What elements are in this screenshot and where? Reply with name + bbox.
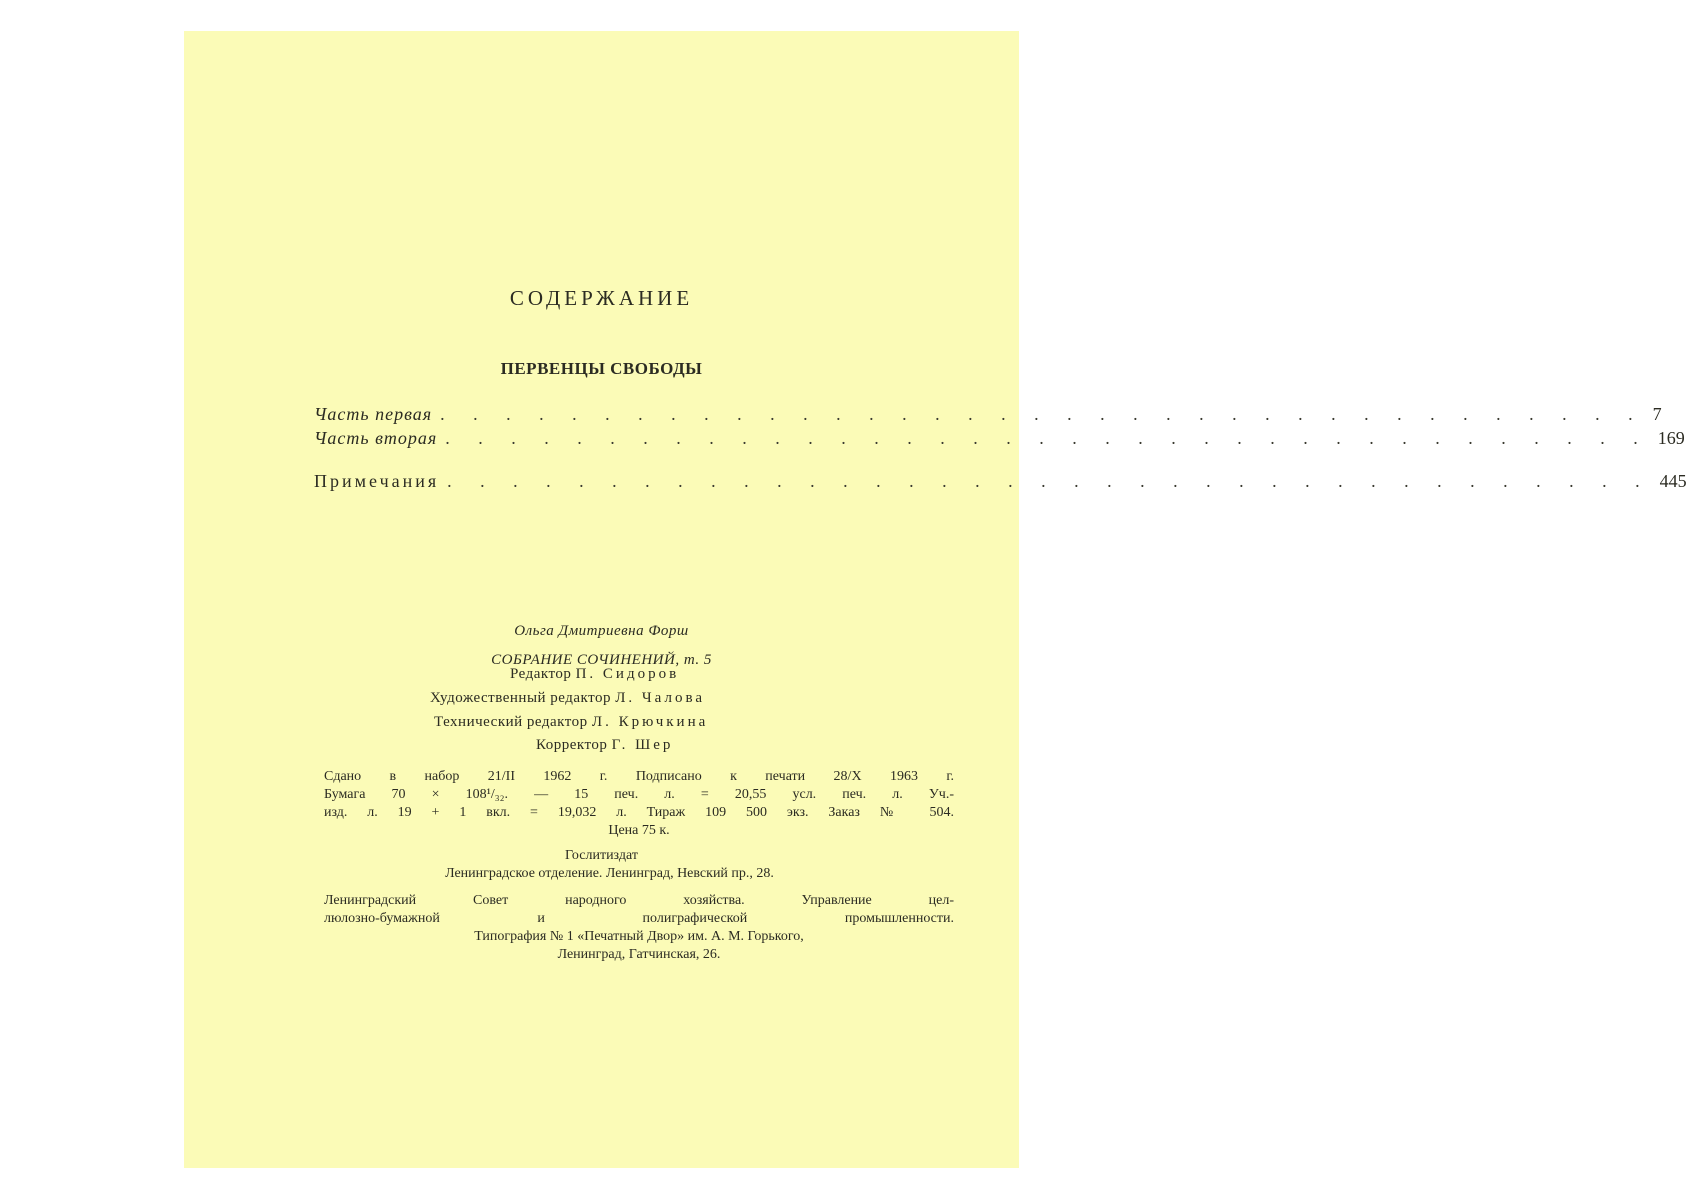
toc-entry <box>314 471 1687 492</box>
printer-details <box>324 892 954 964</box>
leader-dots: . . . . . . . . . . . . . . . . . . . . . . . . . . . . . . . . . . . . . <box>445 428 1650 448</box>
book-page <box>184 31 1687 1168</box>
print-details-line: Цена 75 к. <box>608 823 670 838</box>
credit-person: Л. Чалова <box>615 690 705 706</box>
printer-line: Типография № 1 «Печатный Двор» им. А. М. Горького, <box>474 929 804 944</box>
toc-entry <box>314 404 1662 425</box>
printer-line: Ленинградский Совет народного хозяйства. Управление цел- <box>324 893 954 908</box>
print-details-line: Сдано в набор 21/II 1962 г. Подписано к печати 28/X 1963 г. <box>324 769 954 784</box>
toc-entry-label: Часть первая <box>314 404 433 424</box>
print-details-line: изд. л. 19 + 1 вкл. = 19,032 л. Тираж 109 500 экз. Заказ № 504. <box>324 805 954 820</box>
printer-line: Ленинград, Гатчинская, 26. <box>557 947 721 962</box>
toc-entry-label: Примечания <box>314 471 440 491</box>
toc-entry-label: Часть вторая <box>314 428 438 448</box>
work-title: ПЕРВЕНЦЫ СВОБОДЫ <box>500 359 703 378</box>
credit-role: Редактор <box>510 666 572 682</box>
credit-person: Л. Крючкина <box>591 714 709 730</box>
credit-line <box>434 714 708 731</box>
toc-entry-page: 7 <box>1652 404 1662 424</box>
contents-heading: СОДЕРЖАНИЕ <box>509 286 694 310</box>
credit-person: Г. Шер <box>611 737 674 753</box>
leader-dots: . . . . . . . . . . . . . . . . . . . . . . . . . . . . . . . . . . . . . <box>447 471 1652 491</box>
toc-entry-page: 445 <box>1659 471 1687 491</box>
print-details <box>324 768 954 840</box>
credit-line <box>510 666 679 683</box>
publisher-name: Гослитиздат <box>565 848 638 863</box>
credit-person: П. Сидоров <box>575 666 680 682</box>
credit-role: Художественный редактор <box>430 690 611 706</box>
publisher-address: Ленинградское отделение. Ленинград, Невский пр., 28. <box>445 866 774 881</box>
printer-line: люлозно-бумажной и полиграфической промышленности. <box>324 911 954 926</box>
credit-role: Технический редактор <box>434 714 588 730</box>
leader-dots: . . . . . . . . . . . . . . . . . . . . . . . . . . . . . . . . . . . . . <box>440 404 1645 424</box>
credit-line <box>536 737 673 754</box>
author-name: Ольга Дмитриевна Форш <box>514 623 689 639</box>
print-details-line: Бумага 70 × 108¹/₃₂. — 15 печ. л. = 20,55 усл. печ. л. Уч.- <box>324 787 954 802</box>
book-title: СОБРАНИЕ СОЧИНЕНИЙ, т. 5 <box>491 652 712 668</box>
toc-entry-page: 169 <box>1657 428 1685 448</box>
credit-role: Корректор <box>536 737 608 753</box>
toc-entry <box>314 428 1685 449</box>
credit-line <box>430 690 705 707</box>
